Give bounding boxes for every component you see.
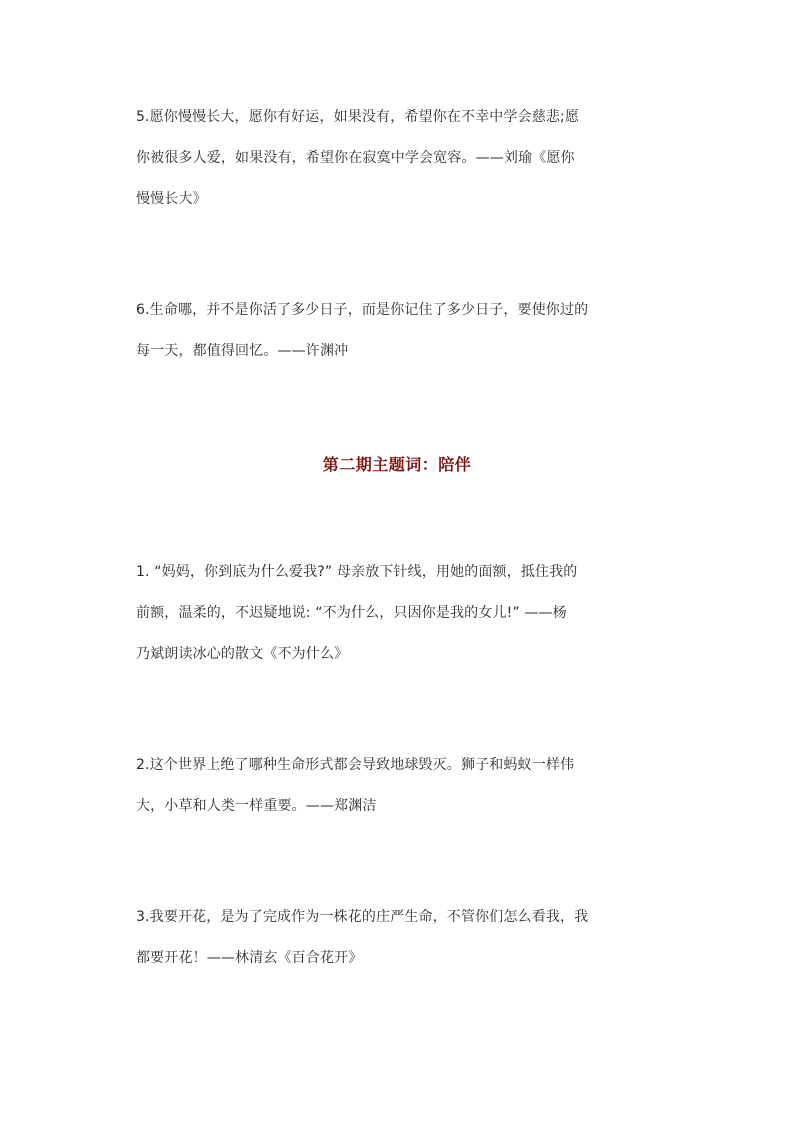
section-title: 第二期主题词：陪伴 [322, 455, 472, 474]
quote-2-3-line-2: 都要开花！——林清玄《百合花开》 [136, 950, 363, 966]
quote-2-1-line-1: 1. “妈妈，你到底为什么爱我?” 母亲放下针线，用她的面额，抵住我的 [136, 564, 578, 580]
quote-5-line-3: 慢慢长大》 [136, 191, 207, 207]
quote-2-2-line-2: 大，小草和人类一样重要。——郑渊洁 [136, 798, 377, 814]
quote-2-1-line-3: 乃斌朗读冰心的散文《不为什么》 [136, 646, 349, 662]
quote-5 [136, 97, 664, 220]
quote-6-line-2: 每一天，都值得回忆。——许渊冲 [136, 343, 349, 359]
quote-2-3 [136, 897, 664, 979]
quote-5-line-2: 你被很多人爱，如果没有，希望你在寂寞中学会宽容。——刘瑜《愿你 [136, 150, 575, 166]
quote-2-1 [136, 552, 664, 675]
quote-5-line-1: 5.愿你慢慢长大，愿你有好运，如果没有，希望你在不幸中学会慈悲;愿 [136, 109, 580, 125]
quote-2-2-line-1: 2.这个世界上绝了哪种生命形式都会导致地球毁灭。狮子和蚂蚁一样伟 [136, 757, 575, 773]
quote-2-3-line-1: 3.我要开花，是为了完成作为一株花的庄严生命，不管你们怎么看我，我 [136, 909, 589, 925]
quote-6-line-1: 6.生命哪，并不是你活了多少日子，而是你记住了多少日子，要使你过的 [136, 302, 589, 318]
quote-6 [136, 290, 664, 372]
quote-2-2 [136, 745, 664, 827]
quote-2-1-line-2: 前额，温柔的，不迟疑地说: “不为什么，只因你是我的女儿!” ——杨 [136, 605, 567, 621]
